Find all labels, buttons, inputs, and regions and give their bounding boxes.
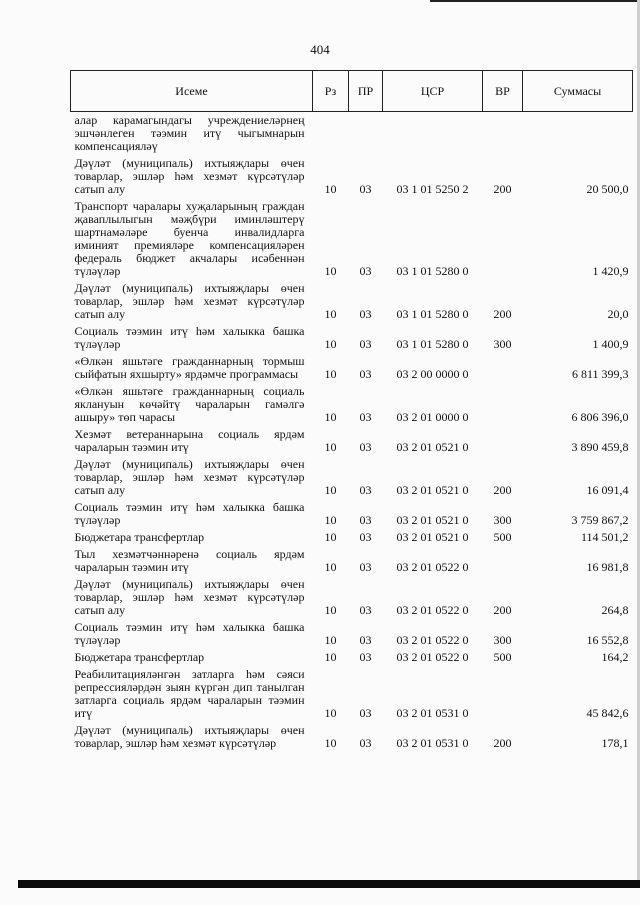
cell-name: Дәүләт (муниципаль) ихтыяҗлары өчен товарлар, эшләр һәм хезмәт күрсәтүләр сатып алу <box>74 577 305 617</box>
cell-vr <box>483 426 523 456</box>
cell-pr: 03 <box>359 603 372 617</box>
cell-sum: 1 400,9 <box>592 337 629 351</box>
scan-top-rule <box>430 0 640 2</box>
cell-rz: 10 <box>324 530 337 544</box>
cell-pr: 03 <box>359 560 372 574</box>
cell-name: Дәүләт (муниципаль) ихтыяҗлары өчен товарлар, эшләр һәм хезмәт күрсәтүләр сатып алу <box>74 457 305 497</box>
cell-csr: 03 2 01 0521 0 <box>396 440 469 454</box>
cell-csr: 03 2 01 0522 0 <box>396 603 469 617</box>
cell-sum: 264,8 <box>601 603 629 617</box>
table-row <box>71 576 633 619</box>
table-row <box>71 529 633 546</box>
cell-rz: 10 <box>324 633 337 647</box>
header-vr: ВР <box>483 71 523 112</box>
cell-rz: 10 <box>324 650 337 664</box>
cell-vr: 300 <box>493 337 512 351</box>
cell-vr: 200 <box>493 307 512 321</box>
table-row <box>71 155 633 198</box>
cell-pr: 03 <box>359 530 372 544</box>
cell-sum: 3 759 867,2 <box>571 513 629 527</box>
cell-pr: 03 <box>359 264 372 278</box>
cell-csr: 03 2 01 0521 0 <box>396 483 469 497</box>
cell-sum: 20 500,0 <box>586 182 629 196</box>
cell-pr: 03 <box>359 307 372 321</box>
cell-sum: 164,2 <box>601 650 629 664</box>
cell-csr: 03 2 01 0531 0 <box>396 706 469 720</box>
cell-pr: 03 <box>359 337 372 351</box>
cell-csr: 03 2 01 0522 0 <box>396 560 469 574</box>
cell-sum: 6 811 399,3 <box>571 367 629 381</box>
cell-csr: 03 2 01 0522 0 <box>396 633 469 647</box>
cell-sum: 6 806 396,0 <box>571 410 629 424</box>
table-row <box>71 323 633 353</box>
cell-rz: 10 <box>324 513 337 527</box>
page-number: 404 <box>310 42 330 57</box>
budget-table <box>70 70 633 752</box>
cell-vr <box>483 383 523 426</box>
cell-vr: 200 <box>493 603 512 617</box>
cell-sum: 20,0 <box>607 307 629 321</box>
cell-rz: 10 <box>324 560 337 574</box>
header-rz: Рз <box>313 71 349 112</box>
table-row <box>71 546 633 576</box>
table-row <box>71 426 633 456</box>
cell-csr: 03 2 00 0000 0 <box>396 367 469 381</box>
cell-name: Реабилитацияләнгән затларга һәм сәяси репрессияләрдән зыян күргән дип танылган затларга социаль ярдәм чараларын тәэмин итү <box>74 667 305 720</box>
cell-vr: 200 <box>493 182 512 196</box>
cell-pr: 03 <box>359 633 372 647</box>
cell-name: Хезмәт ветераннарына социаль ярдәм чараларын тәэмин итү <box>74 427 305 454</box>
cell-rz: 10 <box>324 337 337 351</box>
cell-csr: 03 2 01 0522 0 <box>396 650 469 664</box>
cell-sum <box>523 112 633 156</box>
cell-sum: 16 091,4 <box>586 483 629 497</box>
cell-pr: 03 <box>359 736 372 750</box>
cell-rz: 10 <box>324 706 337 720</box>
cell-rz: 10 <box>324 182 337 196</box>
cell-vr <box>483 353 523 383</box>
cell-name: Бюджетара трансфертлар <box>74 530 205 544</box>
cell-vr: 500 <box>493 650 512 664</box>
table-row <box>71 649 633 666</box>
cell-csr: 03 2 01 0521 0 <box>396 530 469 544</box>
table-row <box>71 666 633 722</box>
cell-name: Транспорт чаралары хуҗаларының граждан җаваплылыгын мәҗбүри иминләштерү шартнамәләре буенча инвалидларга иминият премияләре компенсацияләрен федераль бюджет акчалары исәбеннән түләүләр <box>74 199 305 278</box>
header-sum: Суммасы <box>523 71 633 112</box>
cell-sum: 114 501,2 <box>580 530 629 544</box>
cell-pr: 03 <box>359 706 372 720</box>
table-row <box>71 383 633 426</box>
cell-csr: 03 1 01 5280 0 <box>396 264 469 278</box>
cell-name: Социаль тәэмин итү һәм халыкка башка түләүләр <box>74 620 305 647</box>
cell-csr: 03 2 01 0531 0 <box>396 736 469 750</box>
table-row <box>71 456 633 499</box>
cell-pr: 03 <box>359 650 372 664</box>
cell-name: Дәүләт (муниципаль) ихтыяҗлары өчен товарлар, эшләр һәм хезмәт күрсәтүләр сатып алу <box>74 281 305 321</box>
cell-sum: 16 981,8 <box>586 560 629 574</box>
cell-vr <box>483 666 523 722</box>
cell-rz: 10 <box>324 603 337 617</box>
cell-pr: 03 <box>359 513 372 527</box>
cell-rz: 10 <box>324 264 337 278</box>
cell-rz: 10 <box>324 410 337 424</box>
table-row <box>71 722 633 752</box>
cell-csr: 03 1 01 5280 0 <box>396 337 469 351</box>
table-row <box>71 112 633 156</box>
cell-rz: 10 <box>324 440 337 454</box>
cell-vr <box>483 112 523 156</box>
table-body <box>71 112 633 753</box>
table-row <box>71 198 633 280</box>
cell-pr: 03 <box>359 367 372 381</box>
cell-pr <box>349 112 383 156</box>
cell-csr: 03 1 01 5280 0 <box>396 307 469 321</box>
cell-name: Дәүләт (муниципаль) ихтыяҗлары өчен товарлар, эшләр һәм хезмәт күрсәтүләр <box>74 723 305 750</box>
cell-rz: 10 <box>324 483 337 497</box>
header-csr: ЦСР <box>383 71 483 112</box>
cell-name: алар карамагындагы учреждениеләрнең эшчәнлеген тәэмин итү чыгымнарын компенсацияләү <box>74 113 305 153</box>
cell-vr: 200 <box>493 483 512 497</box>
cell-name: Тыл хезмәтчәннәренә социаль ярдәм чараларын тәэмин итү <box>74 547 305 574</box>
cell-vr: 200 <box>493 736 512 750</box>
cell-rz <box>313 112 349 156</box>
header-pr: ПР <box>349 71 383 112</box>
cell-vr: 500 <box>493 530 512 544</box>
cell-vr <box>483 546 523 576</box>
table-row <box>71 353 633 383</box>
cell-name: Социаль тәэмин итү һәм халыкка башка түләүләр <box>74 324 305 351</box>
cell-name: «Өлкән яшьтәге гражданнарның тормыш сыйфатын яхшырту» ярдәмче программасы <box>74 354 305 381</box>
cell-sum: 1 420,9 <box>592 264 629 278</box>
cell-csr: 03 1 01 5250 2 <box>396 182 469 196</box>
cell-csr: 03 2 01 0000 0 <box>396 410 469 424</box>
cell-rz: 10 <box>324 736 337 750</box>
cell-pr: 03 <box>359 483 372 497</box>
cell-rz: 10 <box>324 307 337 321</box>
table-header-row <box>71 71 633 112</box>
cell-vr: 300 <box>493 513 512 527</box>
cell-pr: 03 <box>359 410 372 424</box>
cell-name: «Өлкән яшьтәге гражданнарның социаль яклануын көчәйтү чараларын гамәлгә ашыру» төп чарасы <box>74 384 305 424</box>
cell-pr: 03 <box>359 182 372 196</box>
cell-pr: 03 <box>359 440 372 454</box>
cell-sum: 16 552,8 <box>586 633 629 647</box>
cell-rz: 10 <box>324 367 337 381</box>
cell-sum: 3 890 459,8 <box>571 440 629 454</box>
header-name: Исеме <box>71 71 313 112</box>
cell-name: Дәүләт (муниципаль) ихтыяҗлары өчен товарлар, эшләр һәм хезмәт күрсәтүләр сатып алу <box>74 156 305 196</box>
cell-vr: 300 <box>493 633 512 647</box>
table-row <box>71 280 633 323</box>
cell-name: Социаль тәэмин итү һәм халыкка башка түләүләр <box>74 500 305 527</box>
cell-csr: 03 2 01 0521 0 <box>396 513 469 527</box>
table-row <box>71 619 633 649</box>
cell-sum: 45 842,6 <box>586 706 629 720</box>
cell-csr <box>383 112 483 156</box>
cell-vr <box>483 198 523 280</box>
cell-name: Бюджетара трансфертлар <box>74 650 205 664</box>
cell-sum: 178,1 <box>601 736 629 750</box>
table-row <box>71 499 633 529</box>
scan-bottom-bar <box>18 880 640 888</box>
